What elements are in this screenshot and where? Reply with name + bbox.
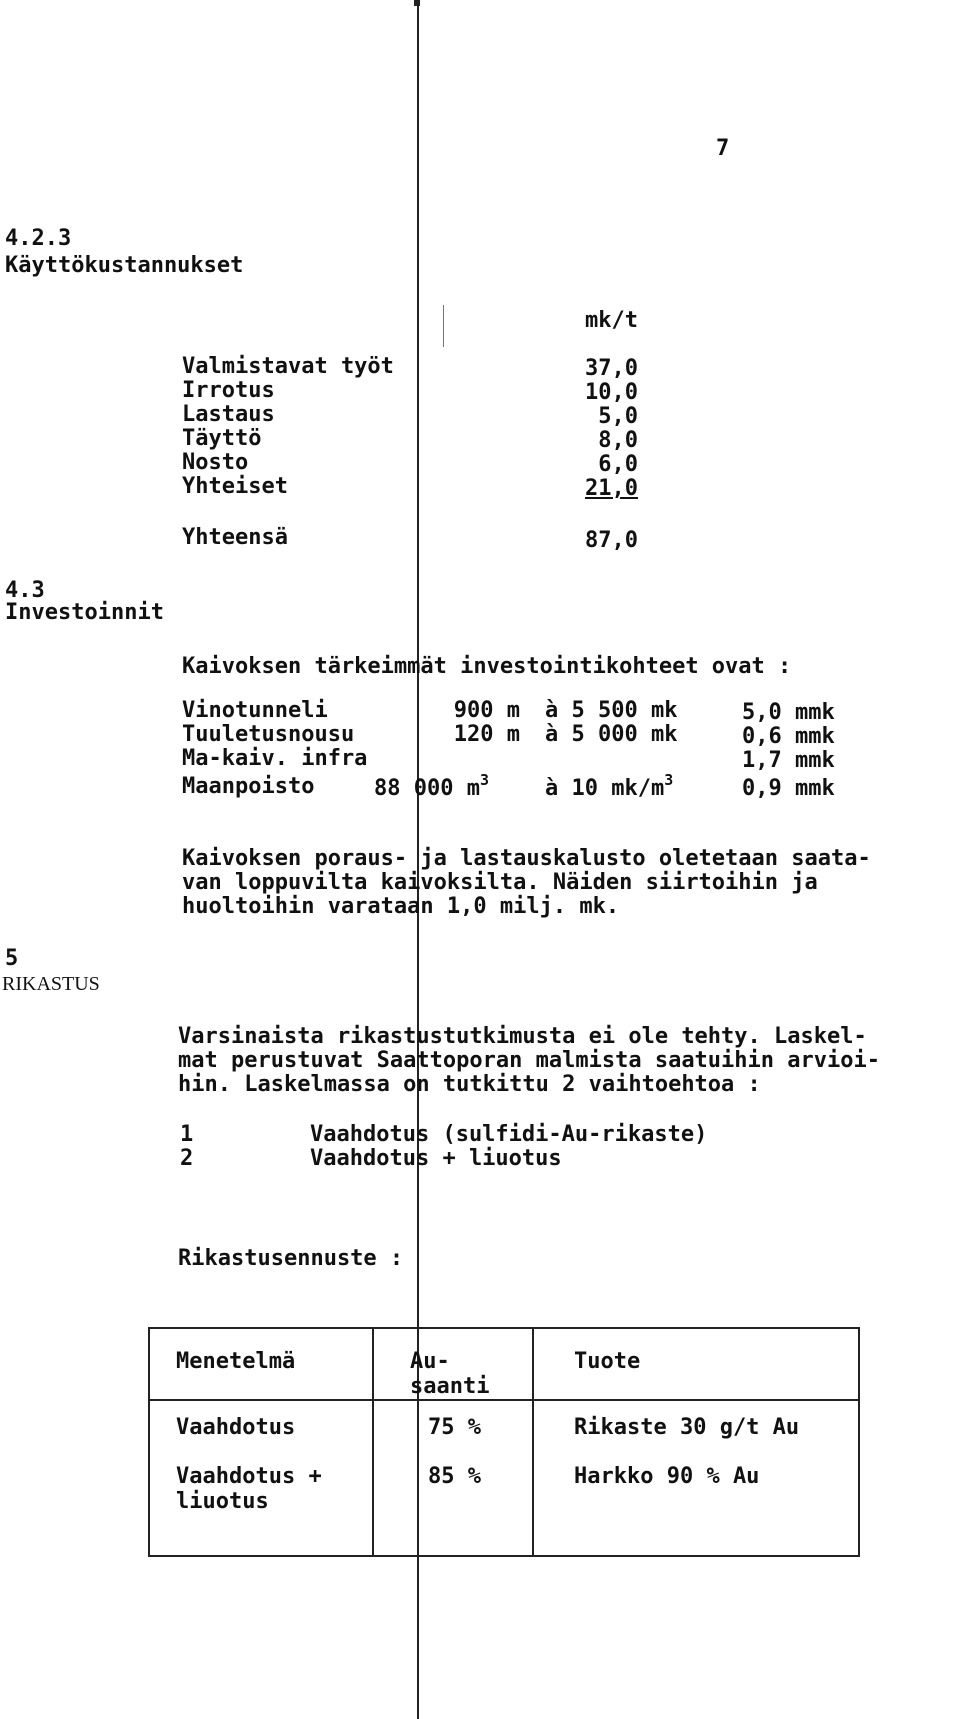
investment-intro: Kaivoksen tärkeimmät investointikohteet ovat : [182, 654, 792, 679]
investment-total: 0,9 mmk [742, 776, 835, 801]
enrichment-table [148, 1327, 860, 1557]
cost-label: Irrotus [182, 378, 275, 403]
row-method: Vaahdotus [176, 1415, 296, 1440]
table-header-cell [533, 1328, 859, 1400]
investment-qty-with-unit [374, 771, 489, 801]
table-cell [149, 1400, 373, 1556]
investment-label: Ma-kaiv. infra [182, 746, 368, 771]
row-yield: 75 % [428, 1415, 481, 1440]
note-line: Kaivoksen poraus- ja lastauskalusto oletetaan saata- [182, 846, 871, 871]
unit-header: mk/t [585, 308, 638, 333]
forecast-label: Rikastusennuste : [178, 1246, 404, 1271]
section-title: Käyttökustannukset [5, 253, 244, 278]
option-text: Vaahdotus + liuotus [310, 1146, 562, 1171]
investment-label: Maanpoisto [182, 774, 315, 799]
investment-price: à 10 mk/m [545, 776, 665, 801]
header-method: Menetelmä [176, 1349, 296, 1374]
scan-line-short [443, 305, 444, 347]
section-number: 4.2.3 [5, 226, 72, 251]
scan-line-top-mark [414, 0, 420, 6]
section-title: Investoinnit [5, 600, 164, 625]
investment-label: Tuuletusnousu [182, 722, 355, 747]
total-value: 87,0 [585, 528, 638, 553]
row-method: Vaahdotus + liuotus [176, 1464, 322, 1514]
table-cell [533, 1400, 859, 1556]
cost-value: 21,0 [585, 476, 638, 501]
cost-label: Lastaus [182, 402, 275, 427]
option-text: Vaahdotus (sulfidi-Au-rikaste) [310, 1122, 708, 1147]
note-line: van loppuvilta kaivoksilta. Näiden siirtoihin ja [182, 870, 818, 895]
row-product: Harkko 90 % Au [574, 1464, 760, 1489]
header-yield: Au- saanti [410, 1349, 490, 1399]
page-number: 7 [716, 136, 730, 161]
table-header-cell [149, 1328, 373, 1400]
cost-label: Nosto [182, 450, 249, 475]
section-number: 5 [5, 946, 19, 971]
para-line: Varsinaista rikastustutkimusta ei ole tehty. Laskel- [178, 1024, 867, 1049]
investment-total: 5,0 mmk [742, 700, 835, 725]
row-yield: 85 % [428, 1464, 481, 1489]
para-line: mat perustuvat Saattoporan malmista saatuihin arvioi- [178, 1048, 880, 1073]
investment-price: à 5 000 mk [545, 722, 678, 747]
superscript: 3 [664, 771, 674, 789]
table-cell [373, 1400, 533, 1556]
table-header-cell [373, 1328, 533, 1400]
cost-value: 5,0 [598, 404, 638, 429]
investment-total: 0,6 mmk [742, 724, 835, 749]
total-label: Yhteensä [182, 525, 288, 550]
superscript: 3 [479, 771, 489, 789]
investment-qty: 120 m [453, 722, 520, 747]
cost-value: 37,0 [585, 356, 638, 381]
para-line: hin. Laskelmassa on tutkittu 2 vaihtoehtoa : [178, 1072, 761, 1097]
investment-price: à 5 500 mk [545, 698, 678, 723]
cost-label: Täyttö [182, 426, 262, 451]
cost-value: 6,0 [598, 452, 638, 477]
investment-label: Vinotunneli [182, 698, 328, 723]
cost-label: Yhteiset [182, 474, 288, 499]
table-row [149, 1400, 859, 1556]
investment-price-with-unit [545, 771, 674, 801]
section-title: RIKASTUS [2, 973, 100, 995]
option-number: 2 [180, 1146, 194, 1171]
investment-qty: 900 m [453, 698, 520, 723]
table-header-row [149, 1328, 859, 1400]
row-product: Rikaste 30 g/t Au [574, 1415, 800, 1440]
investment-qty: 88 000 m [374, 776, 480, 801]
cost-value: 8,0 [598, 428, 638, 453]
cost-value: 10,0 [585, 380, 638, 405]
header-product: Tuote [574, 1349, 641, 1374]
note-line: huoltoihin varataan 1,0 milj. mk. [182, 894, 620, 919]
section-number: 4.3 [5, 578, 45, 603]
cost-label: Valmistavat työt [182, 354, 394, 379]
investment-total: 1,7 mmk [742, 748, 835, 773]
option-number: 1 [180, 1122, 194, 1147]
